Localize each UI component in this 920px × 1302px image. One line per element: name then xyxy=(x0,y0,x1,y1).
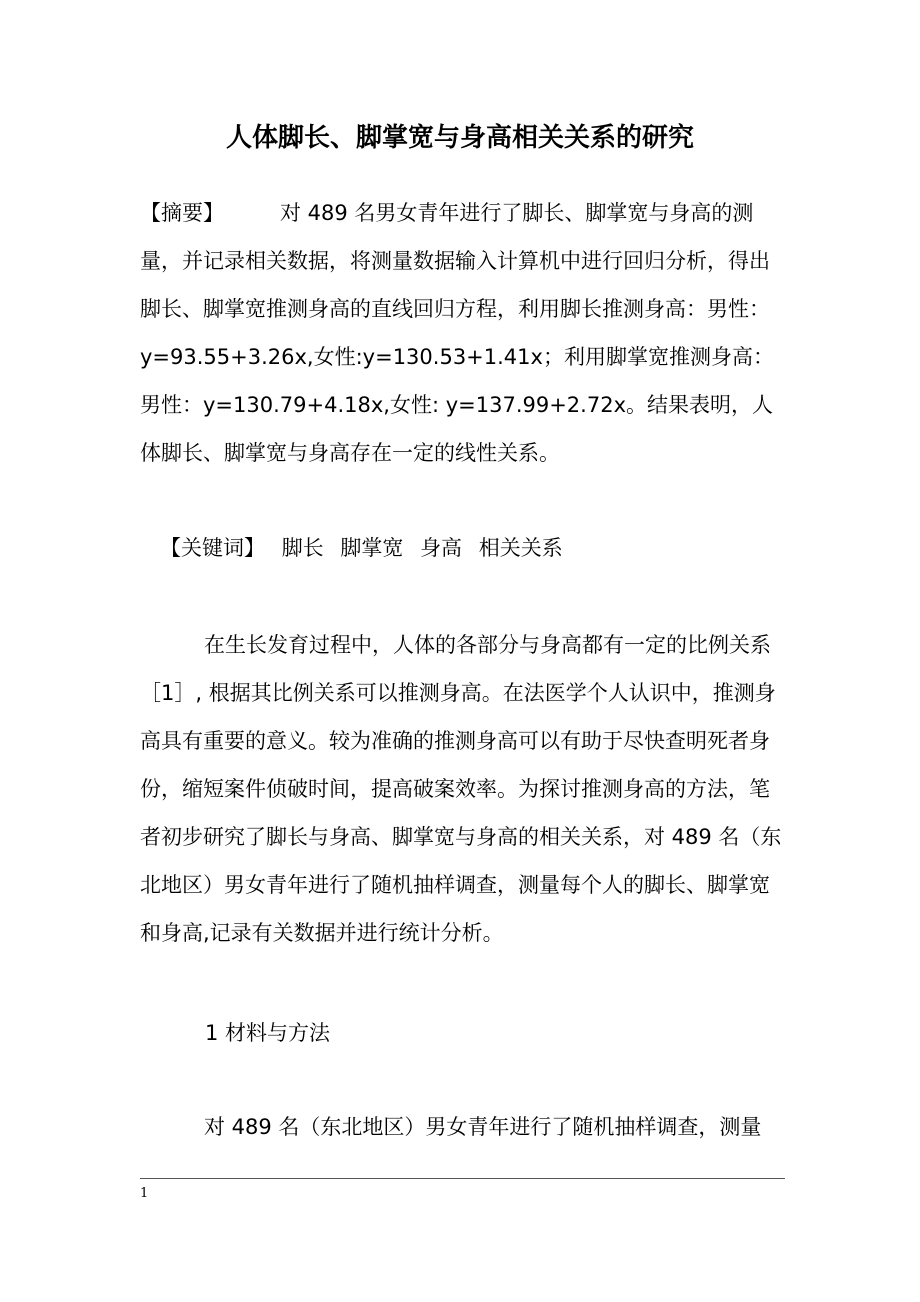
keyword-item: 脚长 xyxy=(281,536,324,560)
page-number: 1 xyxy=(140,1186,149,1201)
abstract-paragraph xyxy=(140,189,790,477)
methods-paragraph: 对 489 名（东北地区）男女青年进行了随机抽样调查，测量 xyxy=(204,1115,762,1139)
keywords-line xyxy=(160,524,810,572)
intro-paragraph: 在生长发育过程中，人体的各部分与身高都有一定的比例关系［1］, 根据其比例关系可以推测身高。在法医学个人认识中，推测身高具有重要的意义。较为准确的推测身高可以有助于尽快查明死者身份，缩短案件侦破时间，提高破案效率。为探讨推测身高的方法，笔者初步研究了脚长与身高、脚掌宽与身高的相关关系，对 489 名（东北地区）男女青年进行了随机抽样调查，测量每个人的脚长、脚掌宽和身高,记录有关数据并进行统计分析。 xyxy=(140,633,782,945)
abstract-label: 【摘要】 xyxy=(140,201,224,225)
keyword-item: 相关关系 xyxy=(478,536,563,560)
abstract-text: 对 489 名男女青年进行了脚长、脚掌宽与身高的测量，并记录相关数据，将测量数据输入计算机中进行回归分析，得出脚长、脚掌宽推测身高的直线回归方程，利用脚长推测身高：男性：y=93.55+3.26x,女性:y=130.53+1.41x；利用脚掌宽推测身高：男性：y=130.79+4.18x,女性: y=137.99+2.72x。结果表明，人体脚长、脚掌宽与身高存在一定的线性关系。 xyxy=(140,201,774,465)
document-title: 人体脚长、脚掌宽与身高相关关系的研究 xyxy=(225,123,694,153)
keywords-label: 【关键词】 xyxy=(160,536,265,560)
keyword-item: 身高 xyxy=(420,536,463,560)
footer-divider xyxy=(140,1178,785,1179)
section-heading: 1 材料与方法 xyxy=(205,1021,331,1045)
keyword-item: 脚掌宽 xyxy=(340,536,404,560)
